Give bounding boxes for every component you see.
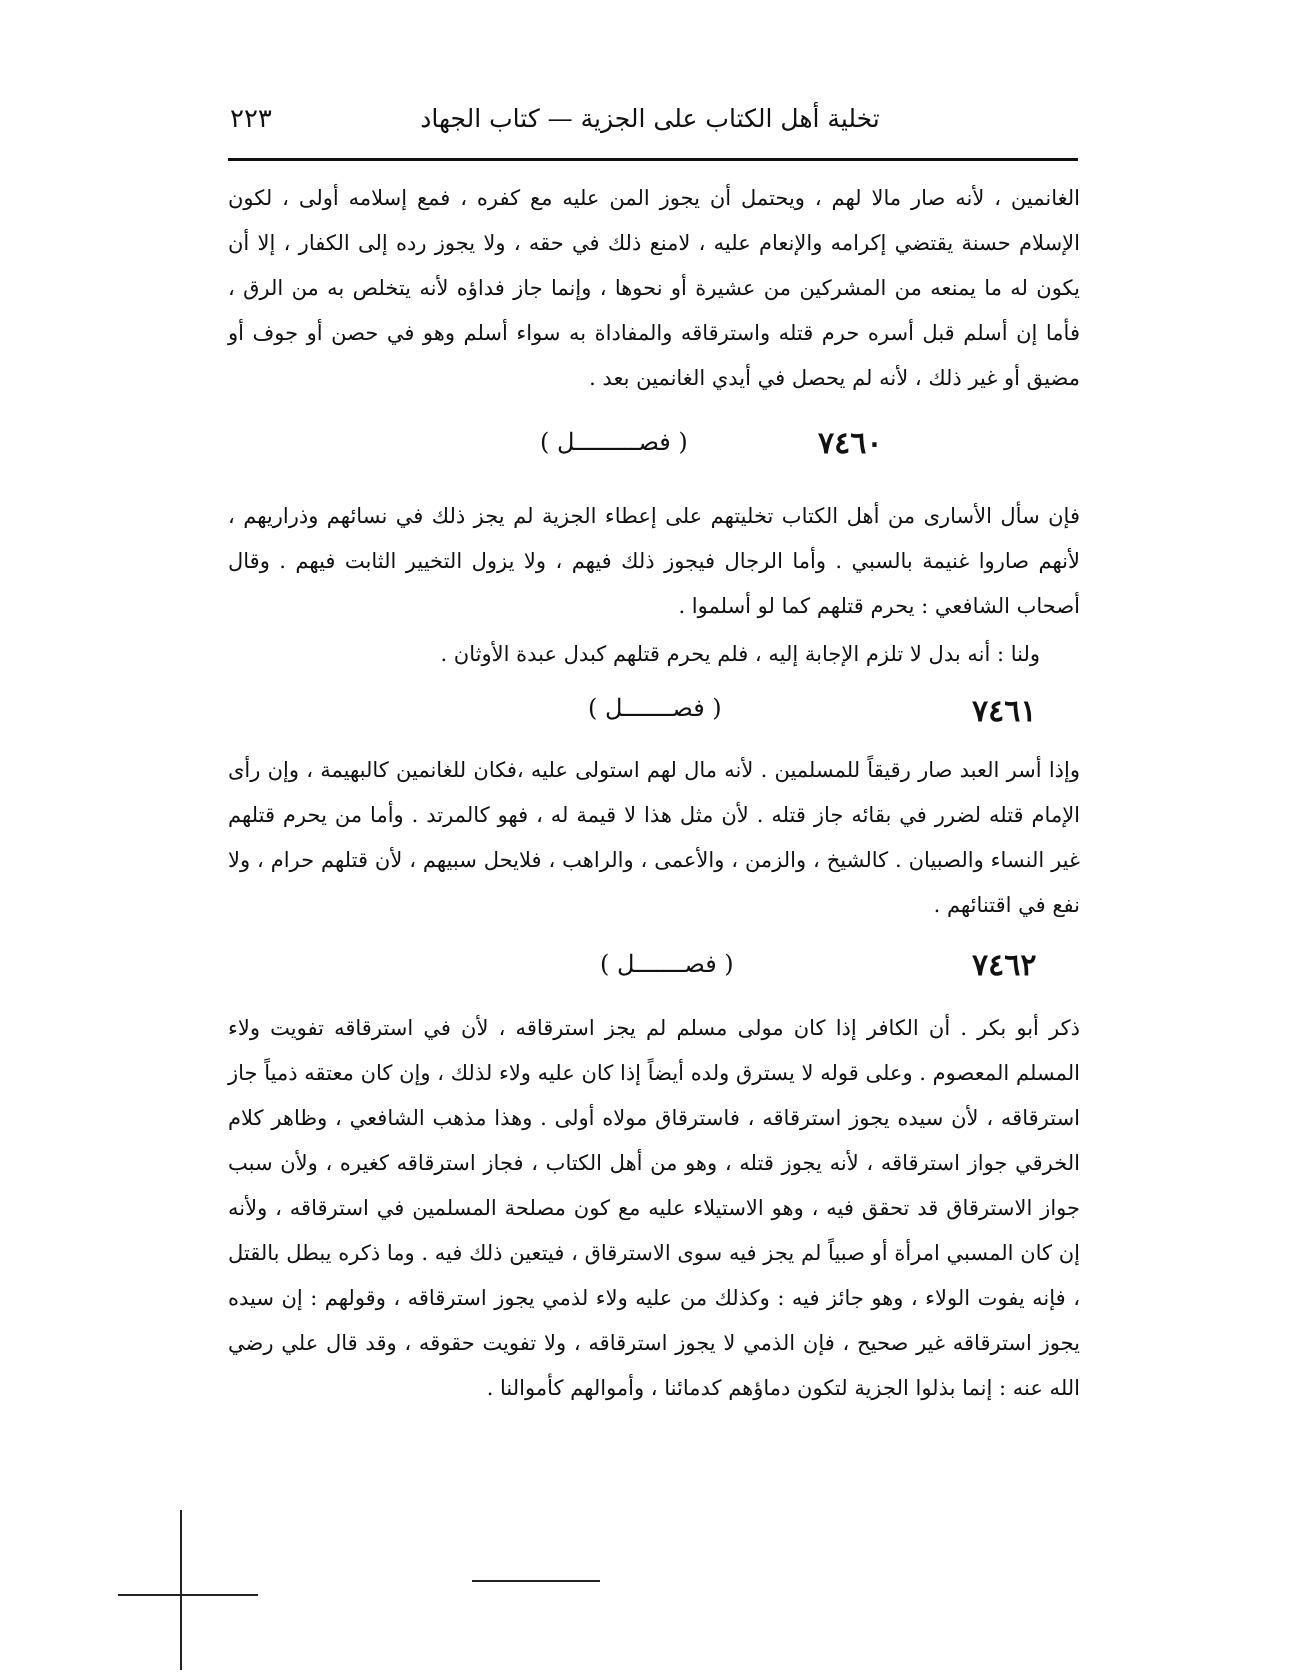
header-rule xyxy=(228,158,1078,161)
section-number-7462: ٧٤٦٢ xyxy=(972,948,1037,983)
section-number-7461: ٧٤٦١ xyxy=(972,694,1037,729)
crop-mark-vertical xyxy=(180,1510,182,1670)
footer-rule xyxy=(472,1580,600,1582)
page-number: ٢٢٣ xyxy=(230,104,272,134)
section-title-fasl-1: ( فصـــــــــل ) xyxy=(540,428,688,456)
section-title-fasl-2: ( فصـــــــل ) xyxy=(588,694,722,722)
crop-mark-horizontal xyxy=(118,1594,258,1596)
section-number-7460: ٧٤٦٠ xyxy=(818,426,883,461)
paragraph-2: فإن سأل الأسارى من أهل الكتاب تخليتهم على إعطاء الجزية لم يجز ذلك في نسائهم وذراريهم ، لأنهم صاروا غنيمة بالسبي . وأما الرجال فيجوز ذلك فيهم ، ولا يزول التخيير الثابت فيهم . وقال أصحاب الشافعي : يحرم قتلهم كما لو أسلموا . xyxy=(228,504,1080,618)
section-title-fasl-3: ( فصـــــــل ) xyxy=(600,950,734,978)
running-header-title: تخلية أهل الكتاب على الجزية — كتاب الجهاد xyxy=(420,104,880,133)
paragraph-3: وإذا أسر العبد صار رقيقاً للمسلمين . لأنه مال لهم استولى عليه ،فكان للغانمين كالبهيمة ، وإن رأى الإمام قتله لضرر في بقائه جاز قتله . لأن مثل هذا لا قيمة له ، فهو كالمرتد . وأما من يحرم قتلهم غير النساء والصبيان . كالشيخ ، والزمن ، والأعمى ، والراهب ، فلايحل سبيهم ، لأن قتلهم حرام ، ولا نفع في اقتنائهم . xyxy=(228,758,1080,917)
paragraph-1: الغانمين ، لأنه صار مالا لهم ، ويحتمل أن يجوز المن عليه مع كفره ، فمع إسلامه أولى ، لكون الإسلام حسنة يقتضي إكرامه والإنعام عليه ، لامنع ذلك في حقه ، ولا يجوز رده إلى الكفار ، إلا أن يكون له ما يمنعه من المشركين من عشيرة أو نحوها ، وإنما جاز فداؤه لأنه يتخلص به من الرق ، فأما إن أسلم قبل أسره حرم قتله واسترقاقه والمفاداة به سواء أسلم وهو في حصن أو جوف أو مضيق أو غير ذلك ، لأنه لم يحصل في أيدي الغانمين بعد . xyxy=(228,186,1080,390)
paragraph-2-continued: ولنا : أنه بدل لا تلزم الإجابة إليه ، فلم يحرم قتلهم كبدل عبدة الأوثان . xyxy=(440,642,1040,666)
paragraph-4: ذكر أبو بكر . أن الكافر إذا كان مولى مسلم لم يجز استرقاقه ، لأن في استرقاقه تفويت ولاء المسلم المعصوم . وعلى قوله لا يسترق ولده أيضاً إذا كان عليه ولاء لذلك ، وإن كان معتقه ذمياً جاز استرقاقه ، لأن سيده يجوز استرقاقه ، فاسترقاق مولاه أولى . وهذا مذهب الشافعي ، وظاهر كلام الخرقي جواز استرقاقه ، لأنه يجوز قتله ، وهو من أهل الكتاب ، فجاز استرقاقه كغيره ، ولأن سبب جواز الاسترقاق قد تحقق فيه ، وهو الاستيلاء عليه مع كون مصلحة المسلمين في استرقاقه ، ولأنه إن كان المسبي امرأة أو صبياً لم يجز فيه سوى الاسترقاق ، فيتعين ذلك فيه . وما ذكره يبطل بالقتل ، فإنه يفوت الولاء ، وهو جائز فيه : وكذلك من عليه ولاء لذمي يجوز استرقاقه ، وقولهم : إن سيده يجوز استرقاقه غير صحيح ، فإن الذمي لا يجوز استرقاقه ، ولا تفويت حقوقه ، وقد قال علي رضي الله عنه : إنما بذلوا الجزية لتكون دماؤهم كدمائنا ، وأموالهم كأموالنا . xyxy=(228,1016,1080,1400)
